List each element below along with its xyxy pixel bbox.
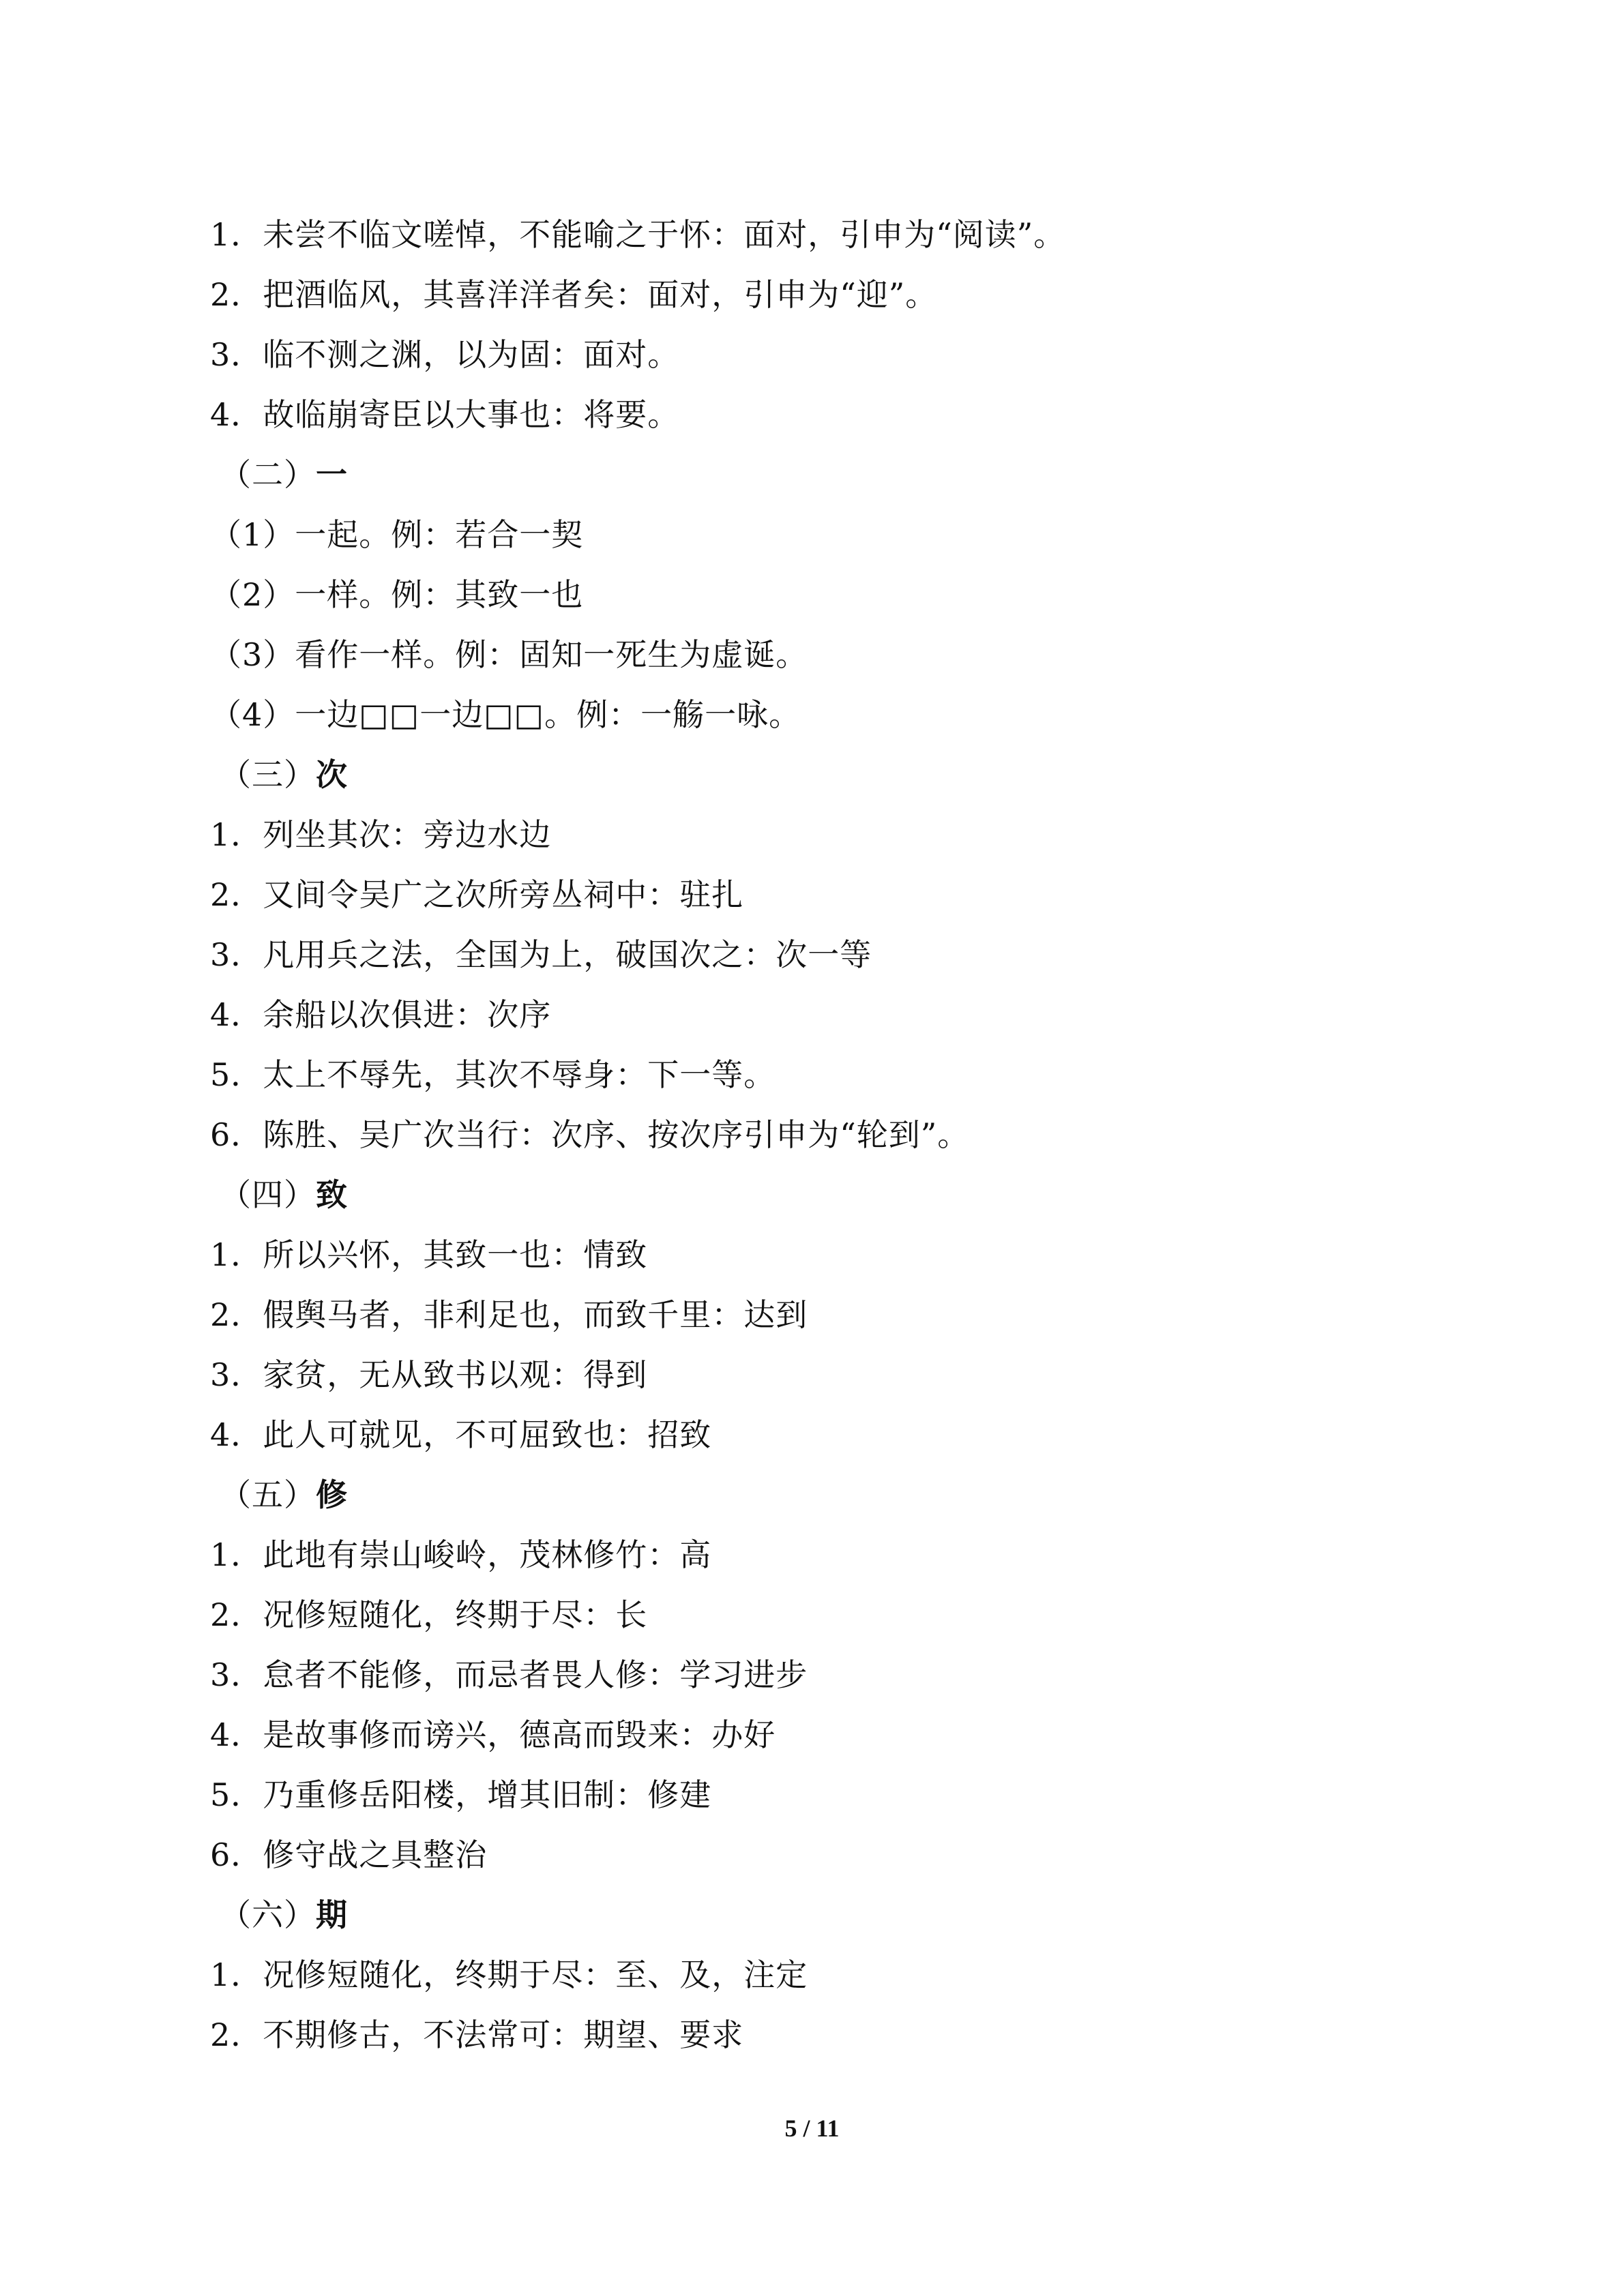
definition-item: 1．此地有崇山峻岭，茂林修竹：高	[210, 1536, 712, 1573]
definition-item: 2．把酒临风，其喜洋洋者矣：面对，引申为“迎”。	[210, 276, 938, 313]
definition-item: 4．是故事修而谤兴，德高而毁来：办好	[210, 1716, 776, 1753]
section-keyword: 次	[316, 756, 348, 793]
definition-item: 3．家贫，无从致书以观：得到	[210, 1356, 648, 1393]
definition-item: 6．修守战之具整治	[210, 1836, 488, 1873]
section-heading	[210, 745, 1424, 805]
definition-item: 1．况修短随化，终期于尽：至、及，注定	[210, 1956, 808, 1993]
section-heading	[210, 445, 1424, 505]
section-number: （四）	[220, 1176, 316, 1213]
definition-item: 5．太上不辱先，其次不辱身：下一等。	[210, 1056, 776, 1093]
definition-item: 6．陈胜、吴广次当行：次序、按次序引申为“轮到”。	[210, 1116, 970, 1153]
definition-item: 3．怠者不能修，而忌者畏人修：学习进步	[210, 1656, 808, 1693]
section-keyword: 期	[316, 1896, 348, 1933]
definition-item: 1．未尝不临文嗟悼，不能喻之于怀：面对，引申为“阅读”。	[210, 216, 1066, 253]
definition-item: 2．不期修古，不法常可：期望、要求	[210, 2016, 744, 2053]
definition-item: 1．列坐其次：旁边水边	[210, 816, 552, 853]
section-keyword: 致	[316, 1176, 348, 1213]
definition-item: （1）一起。例：若合一契	[210, 516, 584, 553]
section-keyword: 一	[316, 456, 348, 493]
section-heading	[210, 1165, 1424, 1225]
definition-item: 2．又间令吴广之次所旁丛祠中：驻扎	[210, 876, 744, 913]
definition-item: （2）一样。例：其致一也	[210, 576, 584, 613]
page-number: 5 / 11	[784, 2115, 840, 2142]
section-number: （三）	[220, 756, 316, 793]
definition-item: 4．故临崩寄臣以大事也：将要。	[210, 396, 680, 433]
definition-item: 4．此人可就见，不可屈致也：招致	[210, 1416, 712, 1453]
section-heading	[210, 1885, 1424, 1945]
section-heading	[210, 1465, 1424, 1525]
definition-item: （4）一边□□一边□□。例：一觞一咏。	[210, 696, 801, 733]
definition-item: 2．况修短随化，终期于尽：长	[210, 1596, 648, 1633]
definition-item: 3．凡用兵之法，全国为上，破国次之：次一等	[210, 936, 872, 973]
definition-item: （3）看作一样。例：固知一死生为虚诞。	[210, 636, 808, 673]
section-number: （六）	[220, 1896, 316, 1933]
definition-item: 4．余船以次俱进：次序	[210, 996, 552, 1033]
section-number: （二）	[220, 456, 316, 493]
section-keyword: 修	[316, 1476, 348, 1513]
definition-item: 5．乃重修岳阳楼，增其旧制：修建	[210, 1776, 712, 1813]
document-body	[210, 205, 1424, 2065]
definition-item: 2．假舆马者，非利足也，而致千里：达到	[210, 1296, 808, 1333]
section-number: （五）	[220, 1476, 316, 1513]
definition-item: 1．所以兴怀，其致一也：情致	[210, 1236, 648, 1273]
definition-item: 3．临不测之渊，以为固：面对。	[210, 336, 680, 373]
